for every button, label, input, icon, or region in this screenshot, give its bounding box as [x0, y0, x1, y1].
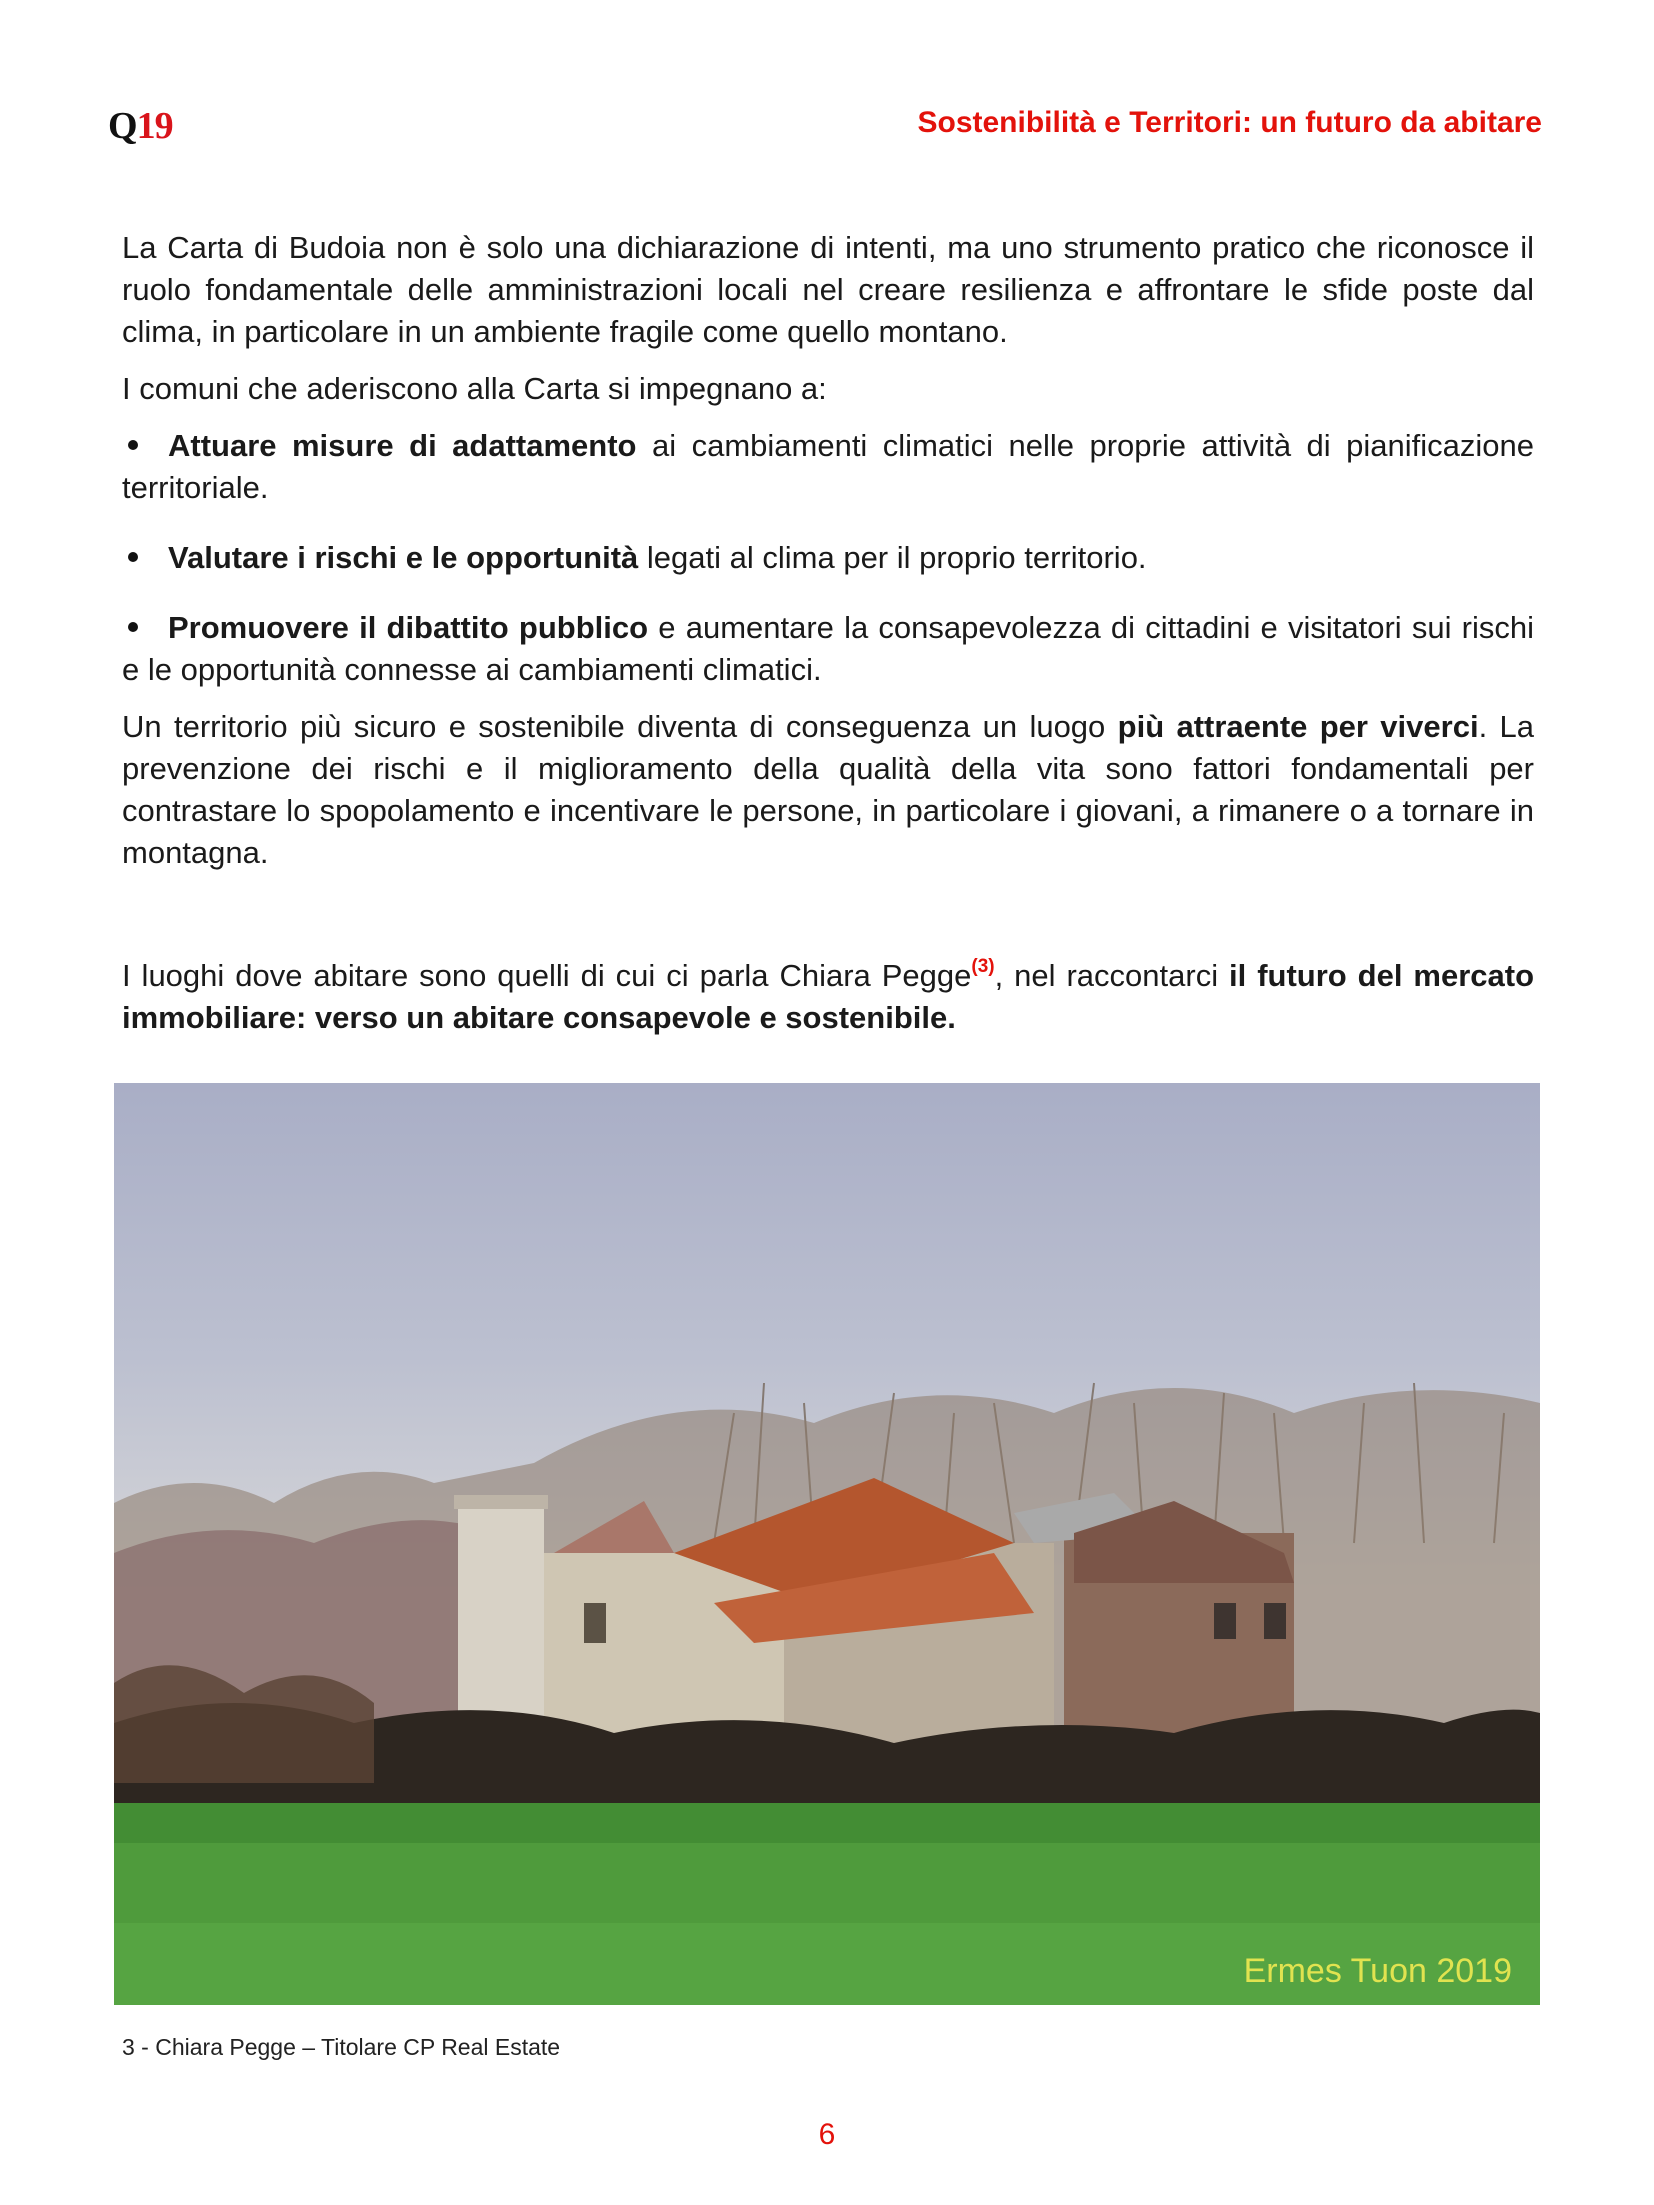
- bullet-icon: [128, 622, 138, 632]
- farmhouse-photo: [114, 1083, 1540, 2005]
- list-item: Promuovere il dibattito pubblico e aumentare la consapevolezza di cittadini e visitatori sui rischi e le opportunità connesse ai cambiamenti climatici.: [122, 610, 1535, 687]
- attractiveness-paragraph: Un territorio più sicuro e sostenibile diventa di conseguenza un luogo più attraente per viverci. La prevenzione dei rischi e il miglioramento della qualità della vita sono fattori fondamentali per contrastare lo spopolamento e incentivare le persone, in particolare i giovani, a rimanere o a tornare in montagna.: [122, 709, 1534, 870]
- footnote-ref[interactable]: (3): [971, 956, 995, 977]
- bullet-icon: [128, 440, 138, 450]
- page-number: 6: [818, 2118, 836, 2151]
- intro-paragraph: La Carta di Budoia non è solo una dichiarazione di intenti, ma uno strumento pratico che riconosce il ruolo fondamentale delle amministrazioni locali nel creare resilienza e affrontare le sfide poste dal clima, in particolare in un ambiente fragile come quello montano.: [122, 230, 1534, 349]
- list-item: Valutare i rischi e le opportunità legati al clima per il proprio territorio.: [122, 537, 1534, 579]
- article-body: [122, 227, 1534, 1054]
- closing-paragraph: I luoghi dove abitare sono quelli di cui ci parla Chiara Pegge$^{(3)}$, nel raccontarci il futuro del mercato immobiliare: verso un abitare consapevole e sostenibile.: [122, 956, 1534, 1035]
- footnote: 3 - Chiara Pegge – Titolare CP Real Estate: [122, 2034, 561, 2060]
- bullet-icon: [128, 552, 138, 562]
- list-item: Attuare misure di adattamento ai cambiamenti climatici nelle proprie attività di pianificazione territoriale.: [122, 428, 1534, 505]
- lead-paragraph: I comuni che aderiscono alla Carta si impegnano a:: [122, 371, 827, 406]
- section-title: Sostenibilità e Territori: un futuro da abitare: [917, 106, 1542, 139]
- magazine-logo: Q19: [108, 105, 173, 147]
- photo-watermark: Ermes Tuon 2019: [1243, 1952, 1512, 1990]
